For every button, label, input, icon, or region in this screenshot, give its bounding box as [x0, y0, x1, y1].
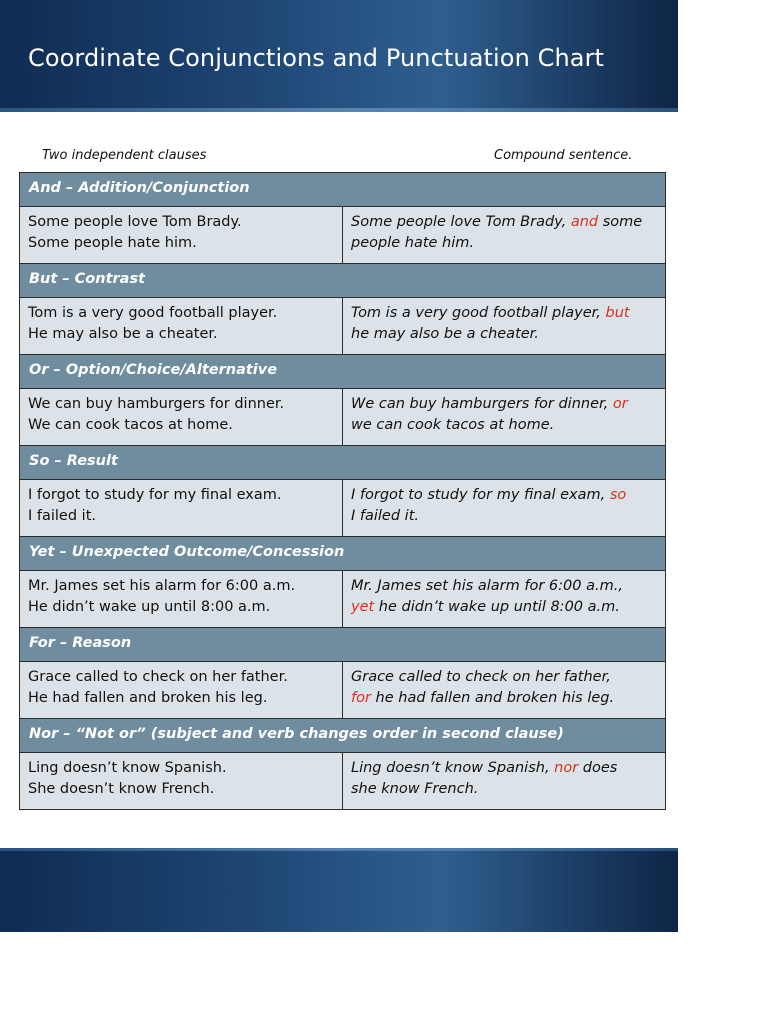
clause-line: I forgot to study for my final exam.	[28, 487, 282, 503]
example-row	[20, 389, 666, 446]
sentence-line	[351, 688, 657, 709]
sentence-line	[351, 212, 657, 233]
sentence-text: we can cook tacos at home.	[351, 417, 555, 433]
conjunction-highlight: nor	[554, 760, 579, 776]
sentence-text: he didn’t wake up until 8:00 a.m.	[374, 599, 620, 615]
conjunction-highlight: or	[612, 396, 628, 412]
compound-sentence-cell	[343, 389, 666, 446]
clause-line: Grace called to check on her father.	[28, 669, 288, 685]
category-heading: But – Contrast	[20, 264, 666, 298]
example-row	[20, 662, 666, 719]
caption-independent-clauses: Two independent clauses	[42, 148, 207, 163]
conjunction-chart-table	[19, 172, 666, 810]
category-row	[20, 264, 666, 298]
independent-clauses-cell	[20, 389, 343, 446]
sentence-line	[351, 576, 657, 597]
sentence-text: Some people love Tom Brady,	[351, 214, 571, 230]
conjunction-highlight: for	[351, 690, 371, 706]
category-heading: And – Addition/Conjunction	[20, 173, 666, 207]
category-heading: Or – Option/Choice/Alternative	[20, 355, 666, 389]
caption-compound-sentence: Compound sentence.	[494, 148, 633, 163]
conjunction-highlight: and	[570, 214, 599, 230]
independent-clauses-cell	[20, 571, 343, 628]
category-heading: So – Result	[20, 446, 666, 480]
compound-sentence-cell	[343, 571, 666, 628]
clause-line: We can buy hamburgers for dinner.	[28, 396, 285, 412]
sentence-text: Mr. James set his alarm for 6:00 a.m.,	[351, 578, 623, 594]
sentence-line	[351, 597, 657, 618]
independent-clauses-cell	[20, 753, 343, 810]
sentence-text: We can buy hamburgers for dinner,	[351, 396, 613, 412]
compound-sentence-cell	[343, 662, 666, 719]
clause-line: I failed it.	[28, 508, 96, 524]
clause-line: He didn’t wake up until 8:00 a.m.	[28, 599, 271, 615]
sentence-text: Tom is a very good football player,	[351, 305, 606, 321]
clause-line: Ling doesn’t know Spanish.	[28, 760, 227, 776]
sentence-text: Grace called to check on her father,	[351, 669, 611, 685]
sentence-line	[351, 506, 657, 527]
compound-sentence-cell	[343, 753, 666, 810]
example-row	[20, 207, 666, 264]
category-row	[20, 173, 666, 207]
sentence-text: people hate him.	[351, 235, 475, 251]
independent-clauses-cell	[20, 662, 343, 719]
category-heading: Nor – “Not or” (subject and verb changes order in second clause)	[20, 719, 666, 753]
compound-sentence-cell	[343, 207, 666, 264]
footer-band	[0, 848, 678, 932]
category-heading: Yet – Unexpected Outcome/Concession	[20, 537, 666, 571]
category-row	[20, 719, 666, 753]
clause-line: She doesn’t know French.	[28, 781, 215, 797]
sentence-text: he may also be a cheater.	[351, 326, 539, 342]
sentence-line	[351, 667, 657, 688]
clause-line: Tom is a very good football player.	[28, 305, 278, 321]
compound-sentence-cell	[343, 480, 666, 537]
sentence-line	[351, 233, 657, 254]
sentence-text: I failed it.	[351, 508, 419, 524]
sentence-text: some	[598, 214, 643, 230]
clause-line: We can cook tacos at home.	[28, 417, 233, 433]
sentence-text: I forgot to study for my final exam,	[351, 487, 610, 503]
compound-sentence-cell	[343, 298, 666, 355]
independent-clauses-cell	[20, 207, 343, 264]
example-row	[20, 753, 666, 810]
sentence-text: she know French.	[351, 781, 479, 797]
sentence-line	[351, 394, 657, 415]
conjunction-highlight: so	[609, 487, 627, 503]
independent-clauses-cell	[20, 480, 343, 537]
sentence-line	[351, 303, 657, 324]
sentence-line	[351, 415, 657, 436]
sentence-line	[351, 758, 657, 779]
conjunction-highlight: yet	[351, 599, 375, 615]
clause-line: Some people hate him.	[28, 235, 197, 251]
header-band	[0, 0, 678, 112]
category-row	[20, 537, 666, 571]
clause-line: He had fallen and broken his leg.	[28, 690, 268, 706]
category-heading: For – Reason	[20, 628, 666, 662]
example-row	[20, 571, 666, 628]
example-row	[20, 298, 666, 355]
sentence-text: does	[578, 760, 618, 776]
clause-line: Some people love Tom Brady.	[28, 214, 242, 230]
independent-clauses-cell	[20, 298, 343, 355]
sentence-text: Ling doesn’t know Spanish,	[351, 760, 555, 776]
sentence-line	[351, 779, 657, 800]
category-row	[20, 446, 666, 480]
category-row	[20, 355, 666, 389]
clause-line: Mr. James set his alarm for 6:00 a.m.	[28, 578, 296, 594]
category-row	[20, 628, 666, 662]
sentence-line	[351, 485, 657, 506]
sentence-text: he had fallen and broken his leg.	[370, 690, 615, 706]
example-row	[20, 480, 666, 537]
conjunction-highlight: but	[605, 305, 630, 321]
page-title: Coordinate Conjunctions and Punctuation Chart	[28, 44, 605, 72]
sentence-line	[351, 324, 657, 345]
clause-line: He may also be a cheater.	[28, 326, 218, 342]
